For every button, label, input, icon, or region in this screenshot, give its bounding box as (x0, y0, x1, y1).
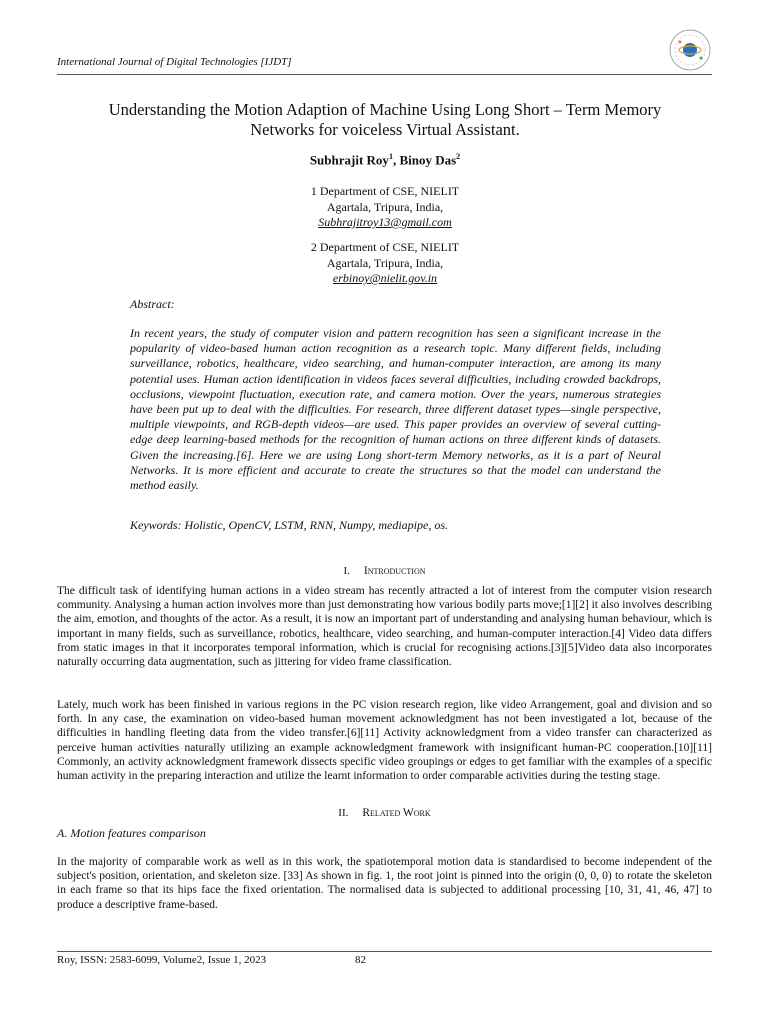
page-number: 82 (355, 954, 366, 966)
footer-rule (57, 951, 712, 952)
author-1-name: Subhrajit Roy (309, 152, 389, 168)
section-heading-introduction (57, 565, 712, 577)
author-2-name: Binoy Das (399, 152, 457, 168)
affiliation-2-email-link[interactable]: erbinoy@nielit.gov.in (332, 271, 438, 285)
journal-logo-icon (668, 28, 712, 72)
title-line-1: Understanding the Motion Adaption of Machine Using Long Short – Term Memory (108, 100, 662, 119)
affiliation-1-dept: 1 Department of CSE, NIELIT (310, 184, 460, 198)
keywords: Keywords: Holistic, OpenCV, LSTM, RNN, Numpy, mediapipe, os. (130, 518, 448, 532)
affiliation-2-location: Agartala, Tripura, India, (326, 255, 444, 270)
author-list (60, 152, 710, 168)
section-2-title: Related Work (362, 807, 431, 819)
header-rule (57, 74, 712, 75)
journal-header: International Journal of Digital Technologies [IJDT] (57, 56, 292, 68)
footer-citation: Roy, ISSN: 2583-6099, Volume2, Issue 1, 2023 (57, 954, 267, 966)
affiliation-1-email-link[interactable]: Subhrajitroy13@gmail.com (318, 215, 452, 229)
section-1-title: Introduction (363, 565, 426, 577)
author-1-affil-mark: 1 (388, 152, 393, 161)
author-2-affil-mark: 2 (456, 152, 461, 161)
abstract-text: In recent years, the study of computer vision and pattern recognition has seen a significant increase in the popularity of video-based human action recognition as a research topic. Many different fields, including surveillance, robotics, healthcare, video searching, and human-computer interaction, are among its many potential uses. Human action identification in videos faces several difficulties, including crowded backdrops, occlusions, viewpoint fluctuation, execution rate, and camera motion. Over the years, numerous strategies have been put up to deal with the difficulties. For research, three different dataset types—single perspective, multiple viewpoints, and RGB-depth videos—are used. This paper provides an overview of several cutting-edge deep learning-based methods for the recognition of human actions on three different kinds of datasets. Given the increasing.[6]. Here we are using Long short-term Memory networks, as it is a part of Neural Networks. It is more efficient and accurate to create the structures so that the model can understand the method easily. (130, 326, 661, 493)
abstract-label: Abstract: (130, 297, 175, 311)
affiliation-1 (60, 184, 710, 231)
section-heading-related-work (57, 807, 712, 819)
subsection-heading-motion-features: A. Motion features comparison (57, 826, 206, 840)
related-work-paragraph-1: In the majority of comparable work as well as in this work, the spatiotemporal motion data is standardised to become independent of the subject's position, orientation, and skeleton size. [33] As shown in fig. 1, the root joint is pinned into the origin (0, 0, 0) to rotate the skeleton in each frame so that its hips face the fixed orientation. The normalised data is subjected to additional processing [10, 31, 41, 46, 47] to produce a descriptive frame-based. (57, 856, 712, 911)
section-1-number: I. (343, 565, 350, 577)
paper-title (60, 100, 710, 140)
author-separator: , (392, 152, 400, 168)
intro-paragraph-1: The difficult task of identifying human actions in a video stream has recently attracted a lot of interest from the computer vision research community. Analysing a human action involves more than just demonstrating how various bodily parts move;[1][2] it also involves describing the aim, emotion, and thoughts of the actor. As a result, it is now an important part of understanding and analysing human behaviour, which is important in many fields, such as surveillance, robotics, healthcare, video searching, and human-computer interaction.[4] Video data differs from static images in that it incorporates temporal information, which is crucial for recognising actions.[3][5]Video data also incorporates naturally occurring data augmentation, such as jittering for video frame classification. (57, 585, 712, 669)
affiliation-2 (60, 240, 710, 287)
title-line-2: Networks for voiceless Virtual Assistant. (250, 120, 520, 139)
affiliation-2-dept: 2 Department of CSE, NIELIT (310, 240, 460, 254)
section-2-number: II. (338, 807, 349, 819)
affiliation-1-location: Agartala, Tripura, India, (326, 199, 444, 214)
intro-paragraph-2: Lately, much work has been finished in various regions in the PC vision research region, like video Arrangement, goal and division and so forth. In any case, the examination on video-based human movement acknowledgment has not been investigated a lot, because of the difficulties in handling fleeting data from the video transfer.[6][11] Activity acknowledgment from a video transfer can characterized as perceive human activities naturally utilizing an example acknowledgment framework with insignificant human-PC cooperation.[10][11] Commonly, an activity acknowledgment framework dissects specific video groupings or edges to get familiar with the examples of a specific human activity in the preparing interaction and utilize the learnt information to order comparable activities during the testing stage. (57, 699, 712, 783)
